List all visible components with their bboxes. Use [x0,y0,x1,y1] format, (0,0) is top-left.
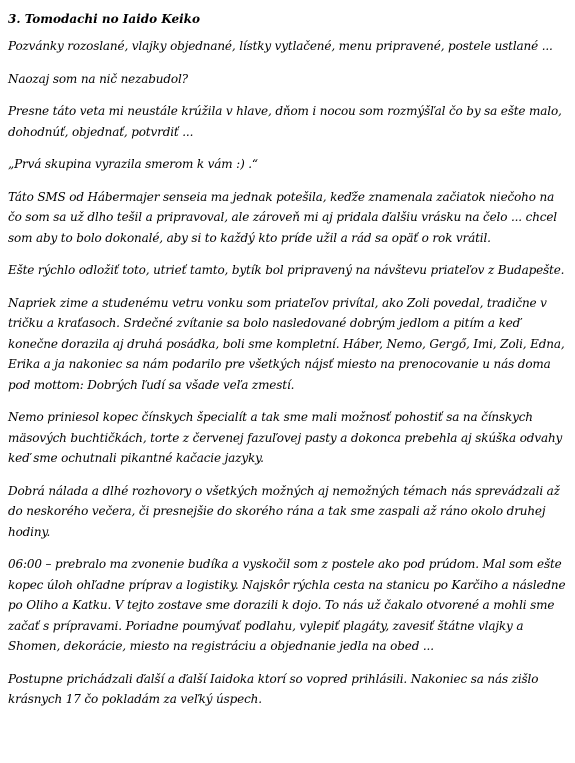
paragraph-morning: 06:00 – prebralo ma zvonenie budíka a vyskočil som z postele ako pod prúdom. Mal som ešte kopec úloh ohľadne príprav a logistiky. Najskôr rýchla cesta na stanicu po Karčiho a následne po Oliho a Katku. V tejto zostave sme dorazili k dojo. To nás už čakalo otvorené a mohli sme začať s prípravami. Poriadne poumývať podlahu, vylepiť plagáty, zavesiť štátne vlajky a Shomen, dekorácie, miesto na registráciu a objednanie jedla na obed ... [8,557,566,653]
chapter-title: 3. Tomodachi no Iaido Keiko [8,12,200,26]
paragraph-welcome: Napriek zime a studenému vetru vonku som priateľov privítal, ako Zoli povedal, tradične v tričku a kraťasoch. Srdečné zvítanie sa bolo nasledované dobrým jedlom a pitím a keď konečne dorazila aj druhá posádka, boli sme kompletní. Háber, Nemo, Gergő, Imi, Zoli, Edna, Erika a ja nakoniec sa nám podarilo pre všetkých nájsť miesto na prenocovanie u nás doma pod mottom: Dobrých ľudí sa všade veľa zmestí. [8,295,565,392]
paragraph-evening: Dobrá nálada a dlhé rozhovory o všetkých možných aj nemožných témach nás sprevádzali až do neskorého večera, či presnejšie do skorého rána a tak sme zaspali až ráno okolo druhej hodiny. [8,483,560,539]
paragraph-chinese-food: Nemo priniesol kopec čínskych špecialít a tak sme mali možnosť pohostiť sa na čínskych mäsových buchtičkách, torte z červenej fazuľovej pasty a dokonca prebehla aj skúška odvahy keď sme ochutnali pikantné kačacie jazyky. [8,410,563,465]
paragraph-sms-quote: „Prvá skupina vyrazila smerom k vám :) .“ [8,157,258,171]
paragraph-sms-reaction: Táto SMS od Hábermajer senseia ma jednak potešila, keďže znamenala začiatok niečoho na čo som sa už dlho tešil a pripravoval, ale zároveň mi aj pridala ďalšiu vrásku na čelo ... chcel som aby to bolo dokonalé, aby si to každý kto príde užil a rád sa opäť o rok vrátil. [8,189,557,245]
paragraph-sentence-in-head: Presne táto veta mi neustále krúžila v hlave, dňom i nocou som rozmýšľal čo by sa ešte malo, dohodnúť, objednať, potvrdiť ... [8,104,562,139]
paragraph-preparation: Ešte rýchlo odložiť toto, utrieť tamto, bytík bol pripravený na návštevu priateľov z Budapešte. [8,263,565,277]
paragraph-question: Naozaj som na nič nezabudol? [8,71,188,86]
paragraph-invitations: Pozvánky rozoslané, vlajky objednané, lístky vytlačené, menu pripravené, postele ustlané ... [8,39,553,53]
paragraph-arrivals: Postupne prichádzali ďalší a ďalší Iaidoka ktorí so vopred prihlásili. Nakoniec sa nás zišlo krásnych 17 čo pokladám za veľký úspech. [8,671,539,706]
